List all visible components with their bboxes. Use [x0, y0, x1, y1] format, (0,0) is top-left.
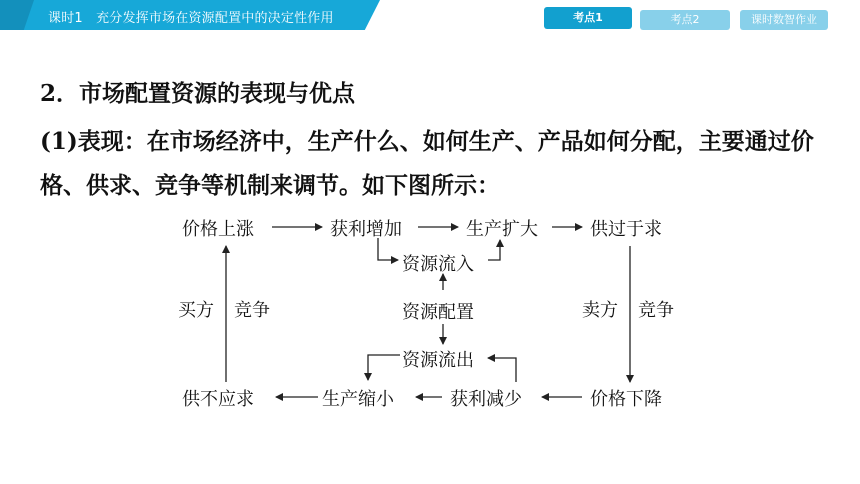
lesson-title: 课时1 充分发挥市场在资源配置中的决定性作用 — [48, 11, 334, 26]
tab-kaodian-1[interactable]: 考点1 — [544, 7, 632, 29]
section-heading: 2．市场配置资源的表现与优点 — [40, 80, 356, 107]
label-buyer: 买方 — [178, 300, 214, 321]
arrow-outflow-left — [368, 355, 400, 380]
market-mechanism-diagram — [0, 200, 860, 430]
node-price-fall: 价格下降 — [590, 389, 662, 410]
node-profit-increase: 获利增加 — [330, 219, 402, 240]
label-seller: 卖方 — [582, 300, 618, 321]
node-oversupply: 供过于求 — [590, 219, 662, 240]
node-profit-decrease: 获利减少 — [450, 389, 522, 410]
node-resource-allocation: 资源配置 — [402, 302, 474, 323]
node-undersupply: 供不应求 — [182, 389, 254, 410]
arrow-inflow-right — [488, 240, 500, 260]
body-paragraph: (1)表现：在市场经济中，生产什么、如何生产、产品如何分配，主要通过价格、供求、竞争等机制来调节。如下图所示： — [40, 128, 814, 199]
node-production-expand: 生产扩大 — [466, 219, 538, 240]
node-resource-inflow: 资源流入 — [402, 254, 474, 275]
arrow-inflow-left — [378, 238, 398, 260]
node-price-rise: 价格上涨 — [182, 219, 254, 240]
header-accent — [0, 0, 34, 30]
tab-homework[interactable]: 课时数智作业 — [740, 10, 828, 30]
header — [0, 0, 860, 34]
node-production-shrink: 生产缩小 — [322, 389, 394, 410]
arrow-outflow-right — [488, 358, 516, 382]
label-seller-competition: 竞争 — [638, 300, 674, 321]
tab-kaodian-2[interactable]: 考点2 — [640, 10, 730, 30]
label-buyer-competition: 竞争 — [234, 300, 270, 321]
node-resource-outflow: 资源流出 — [402, 350, 474, 371]
